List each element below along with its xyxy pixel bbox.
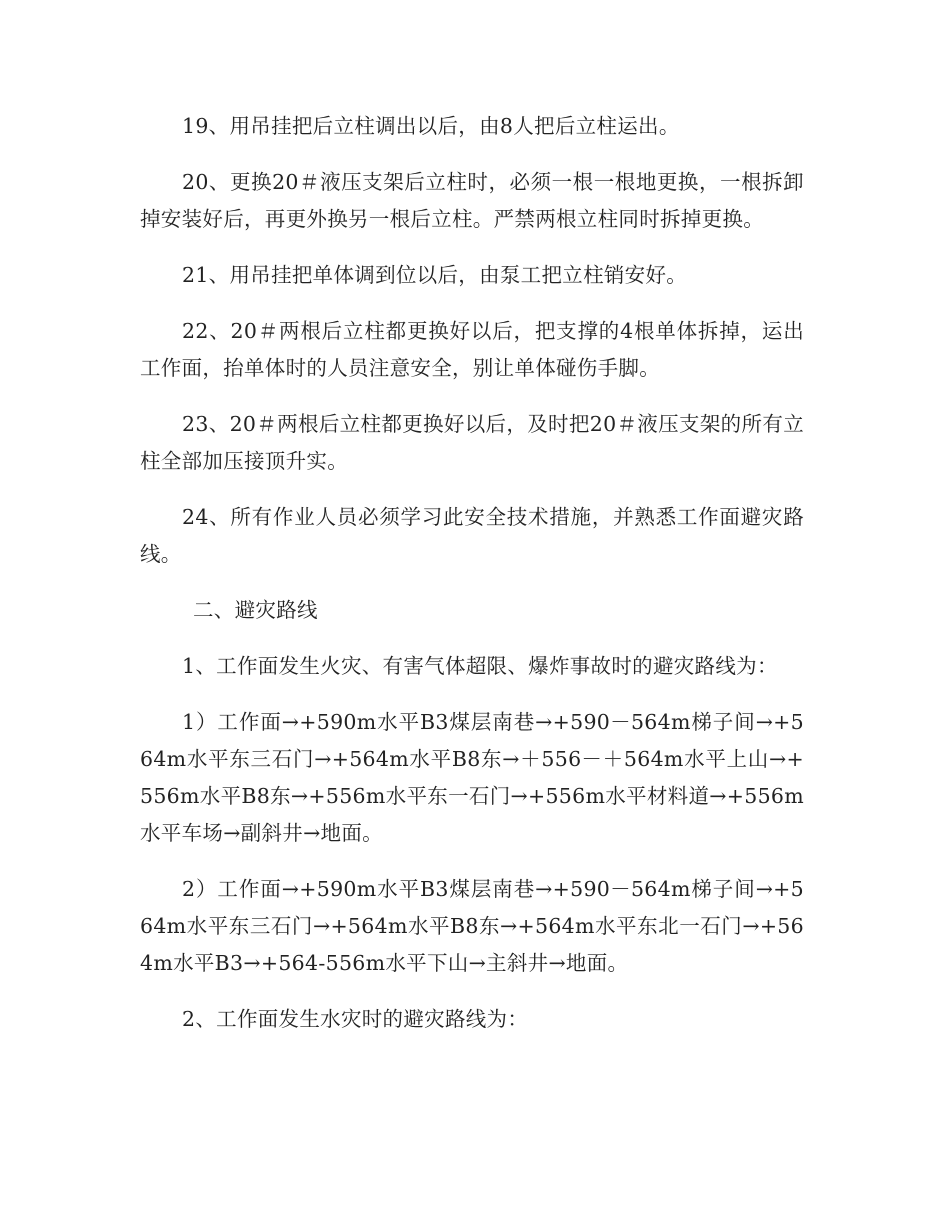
- paragraph-20: 20、更换20＃液压支架后立柱时，必须一根一根地更换，一根拆卸掉安装好后，再更外换另一根后立柱。严禁两根立柱同时拆掉更换。: [140, 170, 804, 231]
- document-page: [140, 108, 804, 1057]
- paragraph-19: 19、用吊挂把后立柱调出以后，由8人把后立柱运出。: [182, 114, 680, 138]
- paragraph-21: 21、用吊挂把单体调到位以后，由泵工把立柱销安好。: [182, 263, 688, 287]
- paragraph-24: 24、所有作业人员必须学习此安全技术措施，并熟悉工作面避灾路线。: [140, 505, 804, 566]
- paragraph-22: 22、20＃两根后立柱都更换好以后，把支撑的4根单体拆掉，运出工作面，抬单体时的人员注意安全，别让单体碰伤手脚。: [140, 319, 804, 380]
- route-item-flood-intro: 2、工作面发生水灾时的避灾路线为：: [182, 1007, 529, 1031]
- route-item-fire-intro: 1、工作面发生火灾、有害气体超限、爆炸事故时的避灾路线为：: [182, 654, 778, 678]
- section-heading: 二、避灾路线: [193, 598, 318, 622]
- paragraph-23: 23、20＃两根后立柱都更换好以后，及时把20＃液压支架的所有立柱全部加压接顶升实。: [140, 412, 804, 473]
- route-item-fire-route-1: 1）工作面→+590m水平B3煤层南巷→+590－564m梯子间→+564m水平东三石门→+564m水平B8东→＋556－＋564m水平上山→+556m水平B8东→+556m水平东一石门→+556m水平材料道→+556m水平车场→副斜井→地面。: [140, 710, 804, 845]
- route-item-fire-route-2: 2）工作面→+590m水平B3煤层南巷→+590－564m梯子间→+564m水平东三石门→+564m水平B8东→+564m水平东北一石门→+564m水平B3→+564-556m水平下山→主斜井→地面。: [140, 877, 804, 975]
